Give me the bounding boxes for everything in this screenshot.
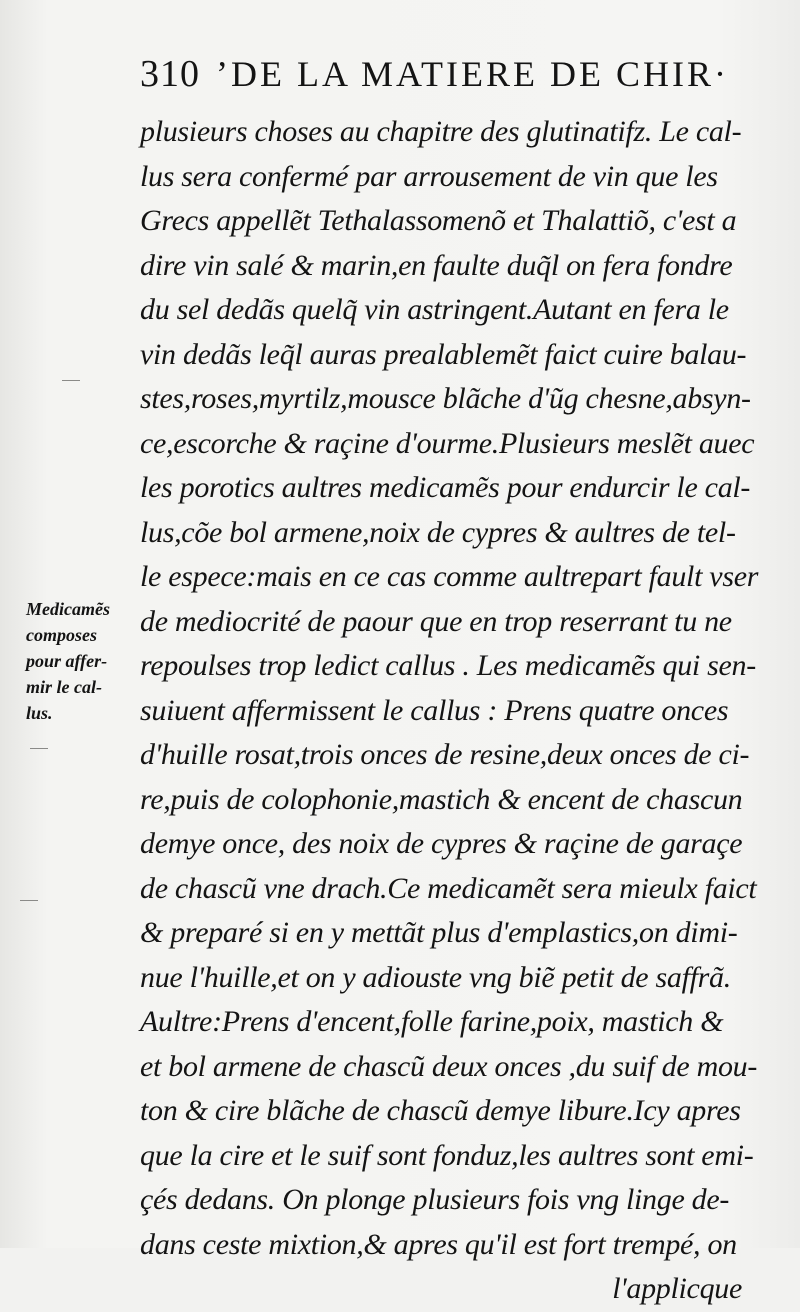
- text-line: & preparé si en y mettãt plus d'emplastics,on dimi-: [140, 916, 738, 949]
- marginal-note: [26, 596, 136, 726]
- text-line: repoulses trop ledict callus . Les medicamẽs qui sen-: [140, 649, 756, 682]
- text-line: stes,roses,myrtilz,mousce blãche d'ũg chesne,absyn-: [140, 382, 751, 415]
- marginal-note-line: pour affer-: [26, 651, 108, 671]
- text-line: çés dedans. On plonge plusieurs fois vng linge de-: [140, 1183, 730, 1216]
- text-line: re,puis de colophonie,mastich & encent de chascun: [140, 782, 743, 816]
- page-number: 310: [140, 53, 200, 95]
- marginal-note-line: mir le cal-: [26, 677, 102, 697]
- text-line: plusieurs choses au chapitre des glutinatifz. Le cal-: [140, 115, 742, 148]
- text-line: et bol armene de chascũ deux onces ,du suif de mou-: [140, 1049, 758, 1083]
- marginal-note-line: lus.: [26, 703, 53, 723]
- text-line: lus sera confermé par arrousement de vin que les: [140, 159, 718, 193]
- text-line: dire vin salé & marin,en faulte duq̃l on fera fondre: [140, 248, 733, 282]
- running-title: ʼDE LA MATIERE DE CHIR·: [216, 54, 729, 94]
- text-line: vin dedãs leq̃l auras prealablemẽt faict cuire balau-: [140, 337, 747, 371]
- text-line: les porotics aultres medicamẽs pour endurcir le cal-: [140, 471, 751, 504]
- text-line: suiuent affermissent le callus : Prens quatre onces: [140, 693, 729, 727]
- margin-tick: [30, 748, 48, 749]
- text-line: du sel dedãs quelq̃ vin astringent.Autant en fera le: [140, 293, 729, 326]
- text-line: que la cire et le suif sont fonduz,les aultres sont emi-: [140, 1138, 754, 1172]
- text-line: de mediocrité de paour que en trop reserrant tu ne: [140, 604, 732, 638]
- text-line: Aultre:Prens d'encent,folle farine,poix, mastich &: [140, 1005, 724, 1038]
- text-line: ton & cire blãche de chascũ demye libure.Icy apres: [140, 1094, 741, 1127]
- marginal-note-line: composes: [26, 625, 97, 645]
- margin-tick: [20, 900, 38, 901]
- text-line: ce,escorche & raçine d'ourme.Plusieurs meslẽt auec: [140, 426, 755, 460]
- text-line: de chascũ vne drach.Ce medicamẽt sera mieulx faict: [140, 871, 757, 905]
- margin-tick: [62, 380, 80, 381]
- text-line: lus,cõe bol armene,noix de cypres & aultres de tel-: [140, 515, 736, 549]
- text-line: le espece:mais en ce cas comme aultrepart fault vser: [140, 560, 759, 593]
- page-header: [140, 52, 780, 104]
- text-line: demye once, des noix de cypres & raçine de garaçe: [140, 827, 743, 860]
- catchword: l'applicque: [612, 1272, 742, 1305]
- body-text: [140, 110, 780, 1312]
- text-line: nue l'huille,et on y adiouste vng biẽ petit de saffrã.: [140, 960, 731, 994]
- text-line: dans ceste mixtion,& apres qu'il est fort trempé, on: [140, 1227, 737, 1261]
- marginal-note-line: Medicamẽs: [26, 599, 110, 619]
- text-line: Grecs appellẽt Tethalassomenõ et Thalattiõ, c'est a: [140, 204, 737, 237]
- text-line: d'huille rosat,trois onces de resine,deux onces de ci-: [140, 738, 750, 771]
